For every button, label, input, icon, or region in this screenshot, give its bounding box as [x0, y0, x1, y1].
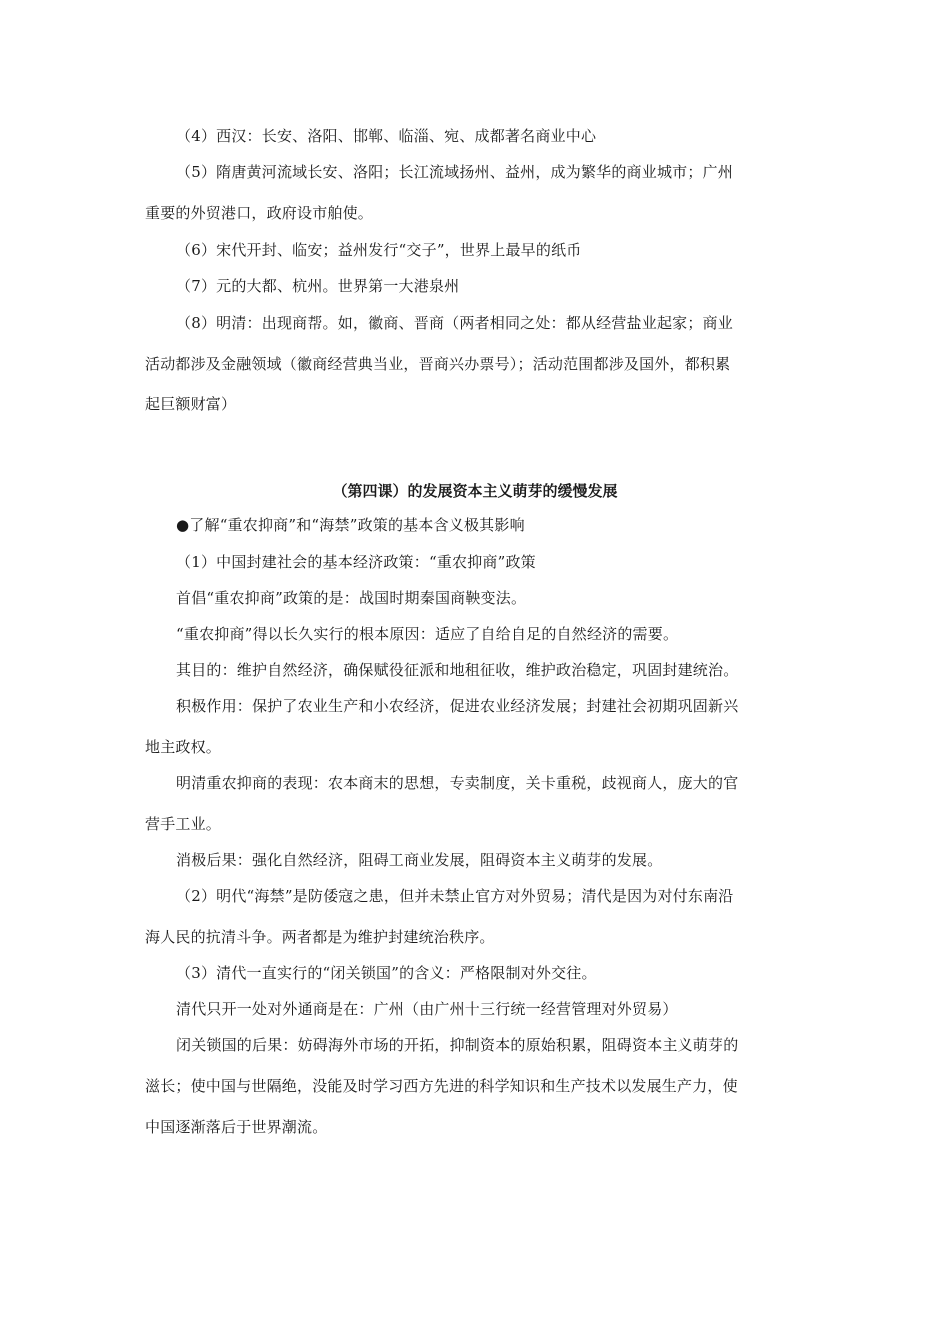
paragraph-line: 重要的外贸港口，政府设市舶使。: [145, 204, 374, 222]
paragraph-line: 消极后果：强化自然经济，阻碍工商业发展，阻碍资本主义萌芽的发展。: [176, 851, 663, 869]
paragraph-line: 明清重农抑商的表现：农本商末的思想，专卖制度，关卡重税，歧视商人，庞大的官: [176, 774, 739, 792]
paragraph-line: 中国逐渐落后于世界潮流。: [145, 1118, 328, 1136]
paragraph-line: （5）隋唐黄河流域长安、洛阳；长江流域扬州、益州，成为繁华的商业城市；广州: [176, 163, 733, 181]
paragraph-line: 营手工业。: [145, 815, 222, 833]
paragraph-line: （4）西汉：长安、洛阳、邯郸、临淄、宛、成都著名商业中心: [176, 127, 597, 145]
paragraph-line: （3）清代一直实行的“闭关锁国”的含义：严格限制对外交往。: [176, 964, 597, 982]
paragraph-line: （6）宋代开封、临安；益州发行“交子”，世界上最早的纸币: [176, 241, 582, 259]
section-title: （第四课）的发展资本主义萌芽的缓慢发展: [332, 482, 618, 500]
paragraph-line: 积极作用：保护了农业生产和小农经济，促进农业经济发展；封建社会初期巩固新兴: [176, 697, 739, 715]
paragraph-line: （2）明代“海禁”是防倭寇之患，但并未禁止官方对外贸易；清代是因为对付东南沿: [176, 887, 734, 905]
paragraph-line: 闭关锁国的后果：妨碍海外市场的开拓，抑制资本的原始积累，阻碍资本主义萌芽的: [176, 1036, 739, 1054]
paragraph-line: 海人民的抗清斗争。两者都是为维护封建统治秩序。: [145, 928, 495, 946]
paragraph-line: “重农抑商”得以长久实行的根本原因：适应了自给自足的自然经济的需要。: [176, 625, 679, 643]
paragraph-line: （8）明清：出现商帮。如，徽商、晋商（两者相同之处：都从经营盐业起家；商业: [176, 314, 733, 332]
paragraph-line: 地主政权。: [145, 738, 222, 756]
paragraph-line: ●了解“重农抑商”和“海禁”政策的基本含义极其影响: [176, 516, 525, 534]
paragraph-line: （7）元的大都、杭州。世界第一大港泉州: [176, 277, 460, 295]
paragraph-line: 滋长；使中国与世隔绝，没能及时学习西方先进的科学知识和生产技术以发展生产力，使: [145, 1077, 738, 1095]
paragraph-line: 起巨额财富）: [145, 395, 237, 413]
paragraph-line: （1）中国封建社会的基本经济政策：“重农抑商”政策: [176, 553, 536, 571]
paragraph-line: 清代只开一处对外通商是在：广州（由广州十三行统一经营管理对外贸易）: [176, 1000, 678, 1018]
paragraph-line: 活动都涉及金融领域（徽商经营典当业，晋商兴办票号）；活动范围都涉及国外，都积累: [145, 355, 731, 373]
paragraph-line: 首倡“重农抑商”政策的是：战国时期秦国商鞅变法。: [176, 589, 527, 607]
paragraph-line: 其目的：维护自然经济，确保赋役征派和地租征收，维护政治稳定，巩固封建统治。: [176, 661, 739, 679]
